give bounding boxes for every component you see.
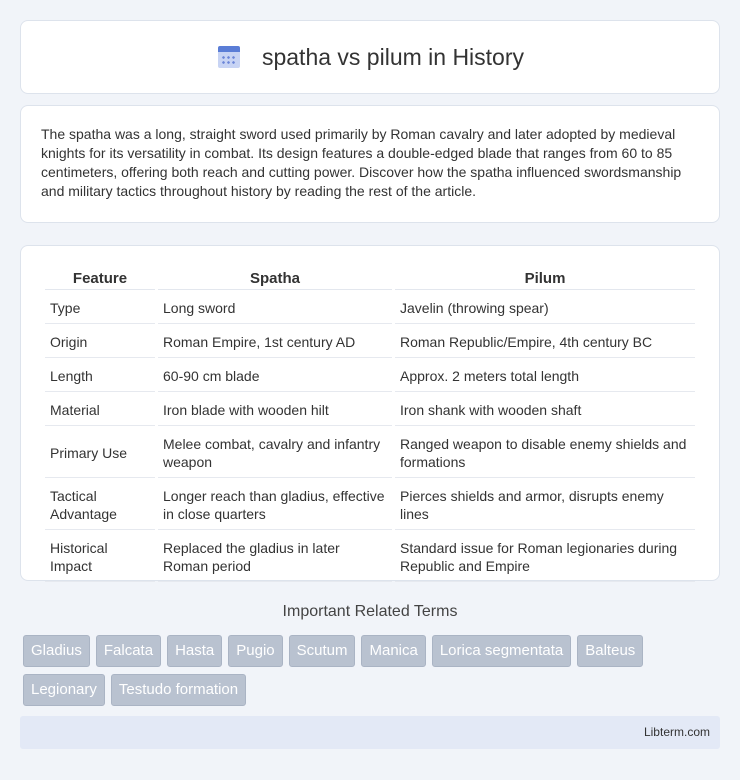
- table-row: [45, 360, 695, 392]
- tag-manica[interactable]: Manica: [361, 635, 425, 667]
- spatha-cell: Longer reach than gladius, effective in close quarters: [158, 480, 392, 530]
- intro-text: The spatha was a long, straight sword used primarily by Roman cavalry and later adopted by medieval knights for its versatility in combat. Its design features a double-edged blade that ranges from 60 to 85 centimeters, offering both reach and cutting power. Discover how the spatha influenced swordsmanship and military tactics throughout history by reading the rest of the article.: [41, 126, 682, 199]
- table-header-row: [45, 267, 695, 290]
- pilum-cell: Standard issue for Roman legionaries during Republic and Empire: [395, 532, 695, 582]
- feature-cell: Type: [45, 292, 155, 324]
- spatha-cell: Roman Empire, 1st century AD: [158, 326, 392, 358]
- intro-card: [20, 105, 720, 223]
- comparison-card: [20, 245, 720, 581]
- table-icon: [216, 44, 242, 70]
- pilum-cell: Roman Republic/Empire, 4th century BC: [395, 326, 695, 358]
- footer-site-link[interactable]: Libterm.com: [643, 725, 710, 739]
- tag-falcata[interactable]: Falcata: [96, 635, 161, 667]
- pilum-cell: Approx. 2 meters total length: [395, 360, 695, 392]
- pilum-cell: Iron shank with wooden shaft: [395, 394, 695, 426]
- tag-pugio[interactable]: Pugio: [228, 635, 282, 667]
- table-row: [45, 394, 695, 426]
- table-row: [45, 532, 695, 582]
- feature-cell: Material: [45, 394, 155, 426]
- feature-cell: Historical Impact: [45, 532, 155, 582]
- header-card: [20, 20, 720, 94]
- feature-cell: Primary Use: [45, 428, 155, 478]
- spatha-cell: Replaced the gladius in later Roman period: [158, 532, 392, 582]
- page-title: spatha vs pilum in History: [261, 43, 525, 70]
- related-terms-list: [23, 635, 713, 706]
- spatha-cell: 60-90 cm blade: [158, 360, 392, 392]
- header-spatha: Spatha: [158, 267, 392, 290]
- table-row: [45, 428, 695, 478]
- table-row: [45, 326, 695, 358]
- spatha-cell: Iron blade with wooden hilt: [158, 394, 392, 426]
- tag-scutum[interactable]: Scutum: [289, 635, 356, 667]
- tag-testudo-formation[interactable]: Testudo formation: [111, 674, 246, 706]
- feature-cell: Origin: [45, 326, 155, 358]
- tag-legionary[interactable]: Legionary: [23, 674, 105, 706]
- tag-balteus[interactable]: Balteus: [577, 635, 643, 667]
- table-row: [45, 480, 695, 530]
- pilum-cell: Pierces shields and armor, disrupts enemy lines: [395, 480, 695, 530]
- spatha-cell: Melee combat, cavalry and infantry weapon: [158, 428, 392, 478]
- pilum-cell: Ranged weapon to disable enemy shields and formations: [395, 428, 695, 478]
- related-terms-title: Important Related Terms: [282, 603, 458, 620]
- footer: [20, 716, 720, 749]
- feature-cell: Length: [45, 360, 155, 392]
- pilum-cell: Javelin (throwing spear): [395, 292, 695, 324]
- comparison-table: [42, 265, 698, 584]
- table-row: [45, 292, 695, 324]
- title-wrap: [216, 44, 524, 71]
- feature-cell: Tactical Advantage: [45, 480, 155, 530]
- header-feature: Feature: [45, 267, 155, 290]
- tag-lorica-segmentata[interactable]: Lorica segmentata: [432, 635, 571, 667]
- header-pilum: Pilum: [395, 267, 695, 290]
- tag-gladius[interactable]: Gladius: [23, 635, 90, 667]
- tag-hasta[interactable]: Hasta: [167, 635, 222, 667]
- spatha-cell: Long sword: [158, 292, 392, 324]
